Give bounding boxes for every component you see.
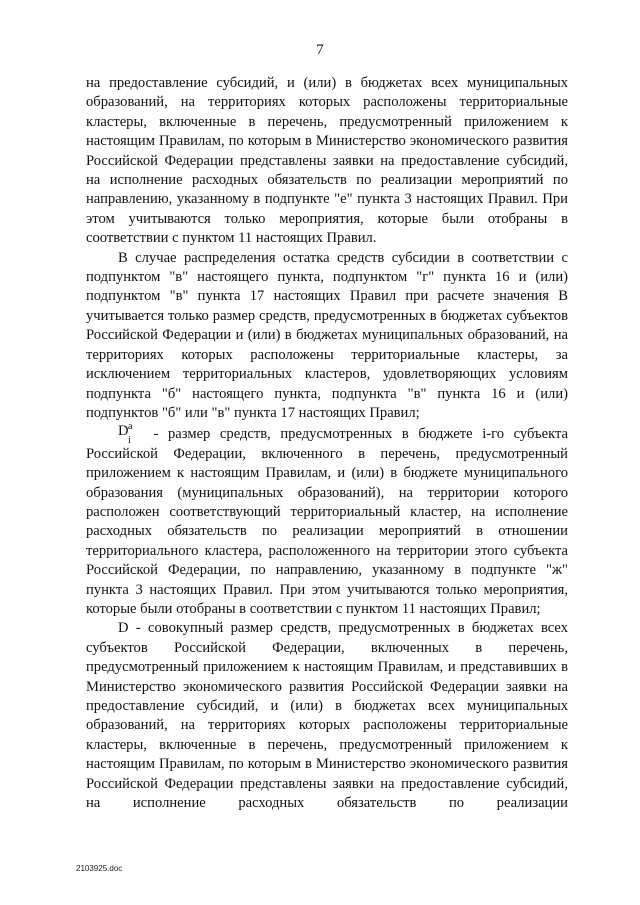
formula-symbol-di <box>118 421 144 447</box>
symbol-subscript: i <box>128 435 131 447</box>
paragraph-continuation: на предоставление субсидий, и (или) в бюджетах всех муниципальных образований, на территориях которых расположены территориальные кластеры, включенные в перечень, предусмотренный приложением к настоящим Правилам, по которым в Министерство экономического развития Российской Федерации представлены заявки на предоставление субсидий, на исполнение расходных обязательств по реализации мероприятий по направлению, указанному в подпункте "е" пункта 3 настоящих Правил. При этом учитываются только мероприятия, которые были отобраны в соответствии с пунктом 11 настоящих Правил. <box>86 75 568 247</box>
document-body <box>86 74 568 813</box>
symbol-base: D <box>118 422 129 439</box>
paragraph-remainder-distribution: В случае распределения остатка средств субсидии в соответствии с подпунктом "в" настоящего пункта, подпунктом "г" пункта 16 и (или) подпунктом "в" пункта 17 настоящих Правил при расчете значения В учитывается только размер средств, предусмотренных в бюджетах субъектов Российской Федерации и (или) в бюджетах муниципальных образований, на территориях которых расположены территориальные кластеры, за исключением территориальных кластеров, удовлетворяющих условиям подпункта "б" настоящего пункта, подпункта "в" пункта 16 и (или) подпунктов "б" или "в" пункта 17 настоящих Правил; <box>86 249 568 421</box>
symbol-superscript: a <box>128 421 133 433</box>
page-number: 7 <box>316 42 324 58</box>
definition-di-text: - размер средств, предусмотренных в бюджете i-го субъекта Российской Федерации, включенного в перечень, предусмотренный приложением к настоящим Правилам, и (или) в бюджете муниципального образования (муниципальных образований), на территории которого расположен соответствующий территориальный кластер, на исполнение расходных обязательств по реализации мероприятий в отношении территориального кластера, расположенного на территории этого субъекта Российской Федерации, по направлению, указанному в подпункте "ж" пункта 3 настоящих Правил. При этом учитываются только мероприятия, которые были отобраны в соответствии с пунктом 11 настоящих Правил; <box>86 426 568 617</box>
definition-d: D - совокупный размер средств, предусмотренных в бюджетах всех субъектов Российской Федерации, включенных в перечень, предусмотренный приложением к настоящим Правилам, и представивших в Министерство экономического развития Российской Федерации заявки на предоставление субсидий, и (или) в бюджетах всех муниципальных образований, на территориях которых расположены территориальные кластеры, включенные в перечень, предусмотренный приложением к настоящим Правилам, по которым в Министерство экономического развития Российской Федерации представлены заявки на предоставление субсидий, на исполнение расходных обязательств по реализации <box>86 620 568 812</box>
document-footer-filename: 2103925.doc <box>76 864 123 873</box>
definition-di <box>86 423 568 619</box>
